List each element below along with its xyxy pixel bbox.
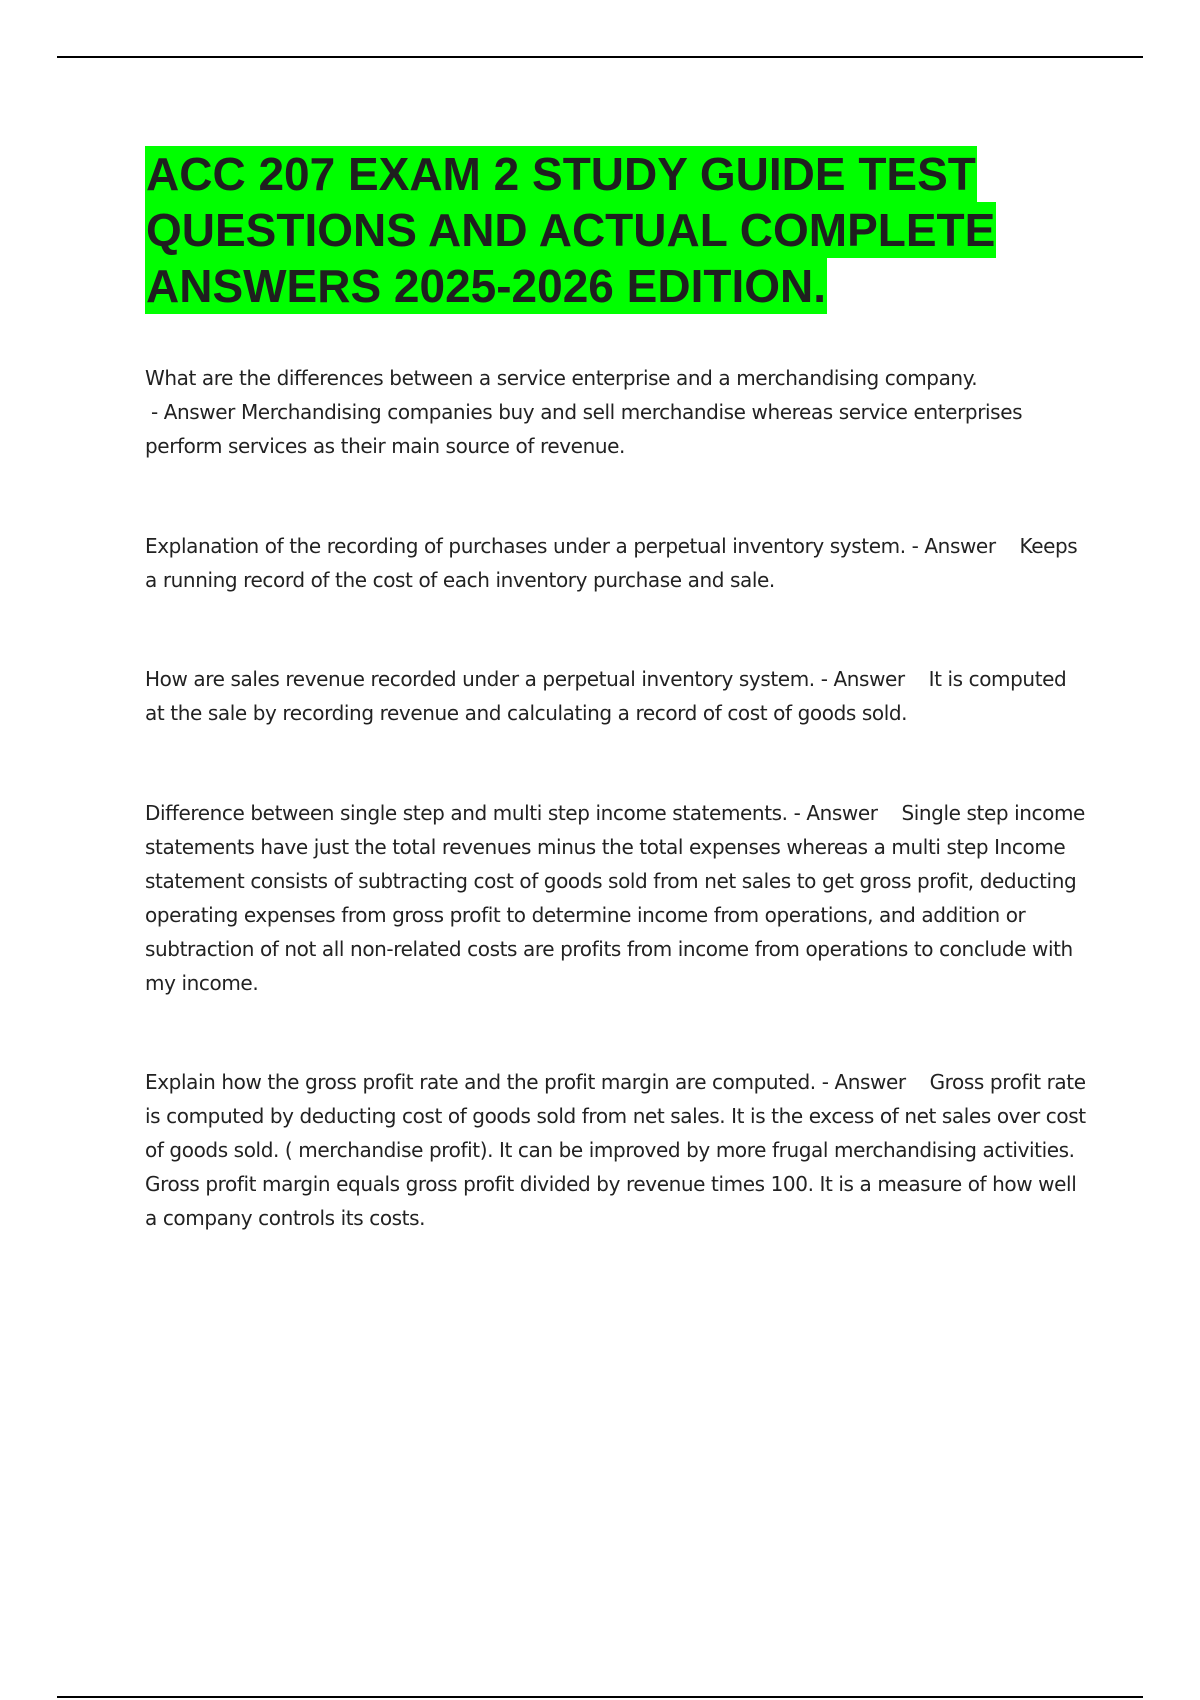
answer-text: Single step income statements have just the total revenues minus the total expenses whereas a multi step Income statement consists of subtracting cost of goods sold from net sales to get gross profit, deducting operating expenses from gross profit to determine income from operations, and addition or subtraction of not all non-related costs are profits from income from operations to conclude with my income. bbox=[145, 801, 1085, 995]
answer-separator: - Answer bbox=[905, 534, 1020, 558]
qa-item bbox=[145, 1065, 1090, 1235]
title-line-2: QUESTIONS AND ACTUAL COMPLETE bbox=[146, 204, 996, 256]
document-title bbox=[145, 146, 1105, 314]
question-text: Explanation of the recording of purchases under a perpetual inventory system. bbox=[145, 534, 906, 558]
answer-text: Gross profit rate is computed by deducting cost of goods sold from net sales. It is the excess of net sales over cost of goods sold. ( merchandise profit). It can be improved by more frugal merchandising activities. Gross profit margin equals gross profit divided by revenue times 100. It is a measure of how well a company controls its costs. bbox=[145, 1070, 1086, 1230]
answer-text: Keeps a running record of the cost of each inventory purchase and sale. bbox=[145, 534, 1078, 592]
footer-rule bbox=[57, 1696, 1143, 1698]
title-line-1: ACC 207 EXAM 2 STUDY GUIDE TEST bbox=[146, 148, 976, 200]
answer-text: Merchandising companies buy and sell merchandise whereas service enterprises perform services as their main source of revenue. bbox=[145, 400, 1023, 458]
answer-separator: - Answer bbox=[787, 801, 902, 825]
answer-separator: - Answer bbox=[814, 667, 929, 691]
question-text: How are sales revenue recorded under a perpetual inventory system. bbox=[145, 667, 815, 691]
question-text: What are the differences between a service enterprise and a merchandising company. bbox=[145, 366, 978, 390]
header-rule bbox=[57, 56, 1143, 58]
qa-item bbox=[145, 361, 1090, 463]
question-text: Explain how the gross profit rate and the profit margin are computed. bbox=[145, 1070, 816, 1094]
answer-separator: - Answer bbox=[815, 1070, 930, 1094]
qa-item bbox=[145, 529, 1090, 597]
qa-item bbox=[145, 796, 1090, 1000]
question-text: Difference between single step and multi step income statements. bbox=[145, 801, 788, 825]
answer-separator: - Answer bbox=[145, 400, 241, 424]
title-line-3: ANSWERS 2025-2026 EDITION. bbox=[146, 260, 827, 312]
qa-item bbox=[145, 662, 1090, 730]
answer-text: It is computed at the sale by recording revenue and calculating a record of cost of goods sold. bbox=[145, 667, 1067, 725]
